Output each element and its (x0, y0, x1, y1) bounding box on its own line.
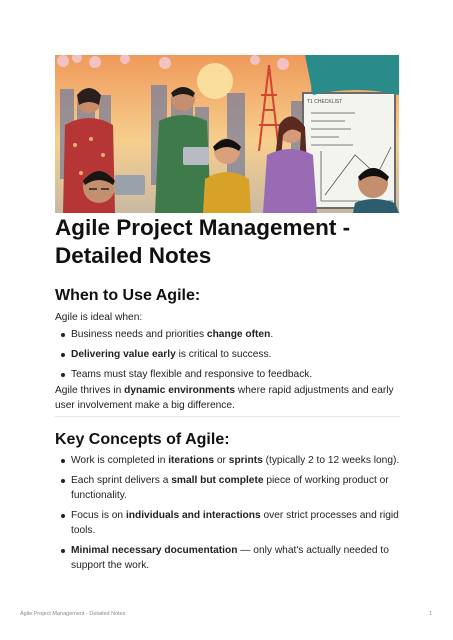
list-item (55, 347, 400, 362)
text-run: where rapid adjustments and early user involvement make a big difference. (55, 385, 394, 411)
text-run: Work is completed in (71, 455, 169, 466)
page-title: Agile Project Management - Detailed Notes (55, 215, 351, 268)
section-closing-paragraph (55, 383, 400, 413)
text-run: Each sprint delivers a (71, 475, 172, 486)
list-item (55, 473, 400, 503)
whiteboard-heading: T1 CHECKLIST (307, 99, 343, 105)
section-heading-key-concepts: Key Concepts of Agile: (55, 431, 230, 448)
list-item (55, 508, 400, 538)
list-item (55, 543, 400, 573)
list-item (55, 367, 400, 382)
section-divider (55, 416, 400, 417)
list-item (55, 453, 400, 468)
text-run: — only what's actually needed to support the work. (71, 545, 389, 571)
text-run: Business needs and priorities (71, 329, 207, 340)
text-run: Agile thrives in (55, 385, 125, 396)
bold-text: Minimal necessary documentation (71, 545, 238, 556)
list-item (55, 327, 400, 342)
bold-text: small but complete (171, 475, 264, 486)
bold-text: iterations (168, 455, 215, 466)
bold-text: sprints (228, 455, 263, 466)
text-run: . (270, 329, 274, 340)
text-run: (typically 2 to 12 weeks long). (262, 455, 400, 466)
hero-illustration (55, 55, 399, 213)
text-run: or (214, 455, 229, 466)
text-run: piece of working product or functionality. (71, 475, 389, 501)
key-concepts-bullet-list (55, 453, 400, 578)
footer-document-title: Agile Project Management - Detailed Notes (20, 611, 126, 617)
text-run: is critical to success. (175, 349, 272, 360)
bold-text: individuals and interactions (125, 510, 261, 521)
text-run: Focus is on (71, 510, 126, 521)
bold-text: Delivering value early (71, 349, 176, 360)
bold-text: change often (206, 329, 271, 340)
when-bullet-list (55, 327, 400, 387)
text-run: over strict processes and rigid tools. (71, 510, 399, 536)
bold-text: dynamic environments (124, 385, 236, 396)
section-heading-when: When to Use Agile: (55, 287, 201, 304)
footer-page-number: 1 (429, 611, 433, 617)
section-intro: Agile is ideal when: (55, 312, 143, 323)
text-run: Teams must stay flexible and responsive to feedback. (71, 369, 313, 380)
